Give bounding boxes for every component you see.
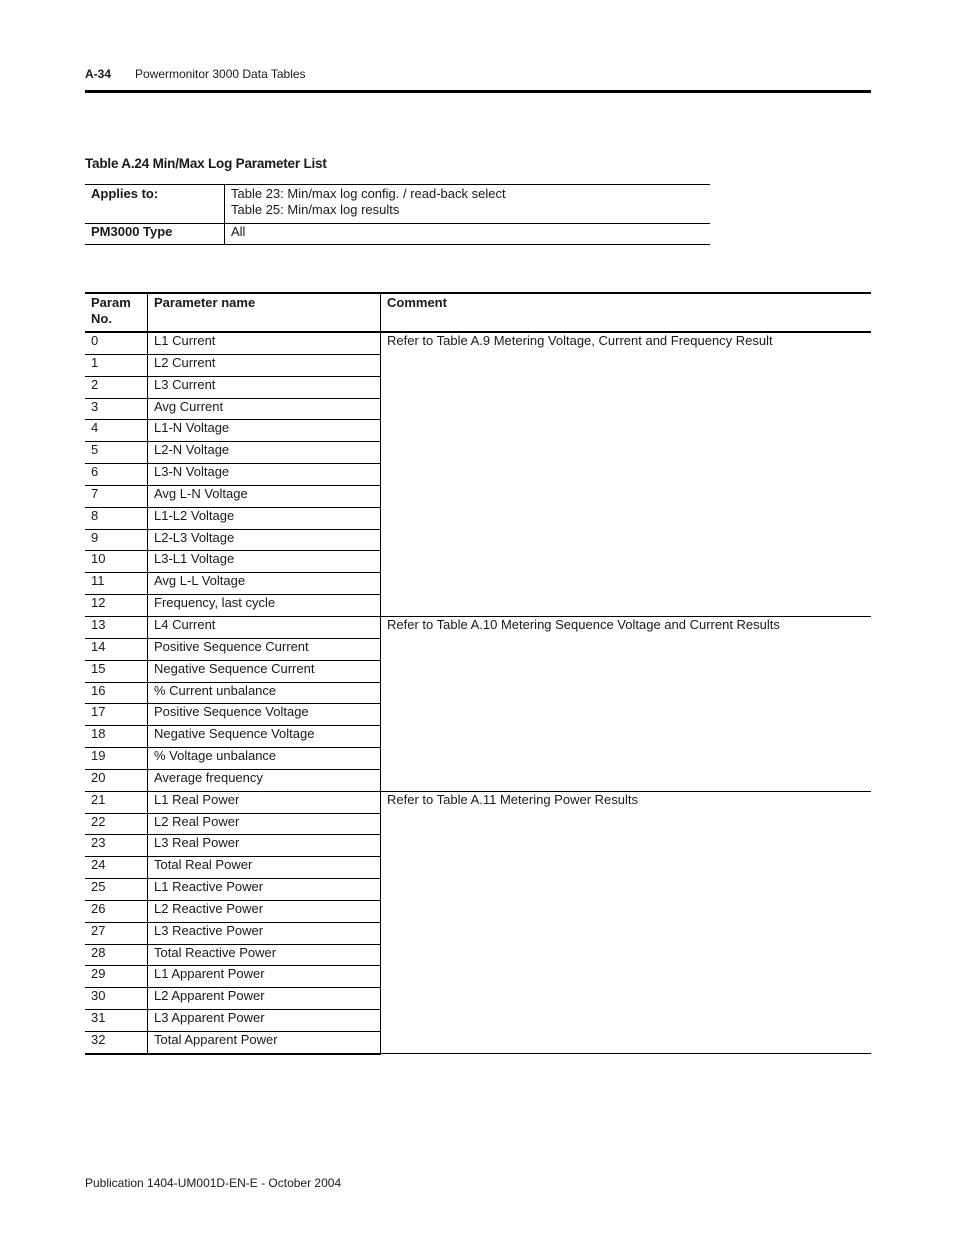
param-number-cell: 4 [85, 420, 148, 442]
param-number-cell: 27 [85, 922, 148, 944]
param-number-cell: 1 [85, 354, 148, 376]
parameter-name-cell: L3 Real Power [148, 835, 381, 857]
param-number-cell: 22 [85, 813, 148, 835]
comment-cell: Refer to Table A.11 Metering Power Results [381, 791, 872, 1054]
parameter-name-cell: Negative Sequence Current [148, 660, 381, 682]
column-header-parameter-name: Parameter name [148, 293, 381, 332]
parameter-name-cell: L1-N Voltage [148, 420, 381, 442]
parameter-name-cell: L1 Apparent Power [148, 966, 381, 988]
table-row [85, 791, 871, 813]
param-number-cell: 19 [85, 748, 148, 770]
param-number-cell: 12 [85, 595, 148, 617]
parameter-name-cell: L1 Real Power [148, 791, 381, 813]
parameter-name-cell: Total Reactive Power [148, 944, 381, 966]
applies-value-line: Table 25: Min/max log results [231, 202, 400, 217]
section-title: Powermonitor 3000 Data Tables [135, 67, 306, 81]
parameter-name-cell: L1 Reactive Power [148, 879, 381, 901]
type-value: All [225, 224, 711, 245]
parameter-name-cell: L1-L2 Voltage [148, 507, 381, 529]
param-number-cell: 26 [85, 900, 148, 922]
param-number-cell: 11 [85, 573, 148, 595]
param-number-cell: 7 [85, 485, 148, 507]
parameter-name-cell: L3-N Voltage [148, 464, 381, 486]
param-number-cell: 9 [85, 529, 148, 551]
parameter-name-cell: L2-N Voltage [148, 442, 381, 464]
parameter-name-cell: Positive Sequence Voltage [148, 704, 381, 726]
param-number-cell: 6 [85, 464, 148, 486]
comment-cell: Refer to Table A.9 Metering Voltage, Current and Frequency Result [381, 332, 872, 616]
parameter-name-cell: Avg L-L Voltage [148, 573, 381, 595]
param-number-cell: 20 [85, 769, 148, 791]
applies-value [225, 185, 711, 224]
parameter-name-cell: L3 Apparent Power [148, 1010, 381, 1032]
parameter-name-cell: L3-L1 Voltage [148, 551, 381, 573]
parameter-name-cell: L2 Real Power [148, 813, 381, 835]
column-header-comment: Comment [381, 293, 872, 332]
param-number-cell: 10 [85, 551, 148, 573]
applies-row [85, 185, 710, 224]
parameter-table [85, 292, 871, 1055]
parameter-name-cell: Avg L-N Voltage [148, 485, 381, 507]
param-number-cell: 2 [85, 376, 148, 398]
table-title: Table A.24 Min/Max Log Parameter List [85, 156, 327, 171]
parameter-name-cell: Frequency, last cycle [148, 595, 381, 617]
param-number-cell: 30 [85, 988, 148, 1010]
parameter-table-body [85, 332, 871, 1054]
page-header [85, 66, 871, 93]
applies-label: Applies to: [85, 185, 225, 224]
page-footer: Publication 1404-UM001D-EN-E - October 2004 [85, 1176, 342, 1190]
param-number-cell: 14 [85, 638, 148, 660]
param-number-cell: 0 [85, 332, 148, 354]
param-number-cell: 3 [85, 398, 148, 420]
parameter-table-header [85, 293, 871, 332]
param-number-cell: 5 [85, 442, 148, 464]
param-number-cell: 16 [85, 682, 148, 704]
param-number-cell: 15 [85, 660, 148, 682]
parameter-name-cell: Positive Sequence Current [148, 638, 381, 660]
table-row [85, 332, 871, 354]
parameter-name-cell: Average frequency [148, 769, 381, 791]
parameter-name-cell: L4 Current [148, 616, 381, 638]
param-number-cell: 8 [85, 507, 148, 529]
param-number-cell: 24 [85, 857, 148, 879]
table-row [85, 616, 871, 638]
column-header-param-no: Param No. [85, 293, 148, 332]
parameter-name-cell: L3 Reactive Power [148, 922, 381, 944]
parameter-name-cell: L2 Current [148, 354, 381, 376]
param-number-cell: 32 [85, 1032, 148, 1054]
param-number-cell: 21 [85, 791, 148, 813]
parameter-name-cell: Total Apparent Power [148, 1032, 381, 1054]
parameter-name-cell: Total Real Power [148, 857, 381, 879]
param-number-cell: 29 [85, 966, 148, 988]
param-number-cell: 25 [85, 879, 148, 901]
parameter-name-cell: L2-L3 Voltage [148, 529, 381, 551]
param-number-cell: 13 [85, 616, 148, 638]
applies-value-line: Table 23: Min/max log config. / read-back select [231, 186, 506, 201]
parameter-name-cell: L1 Current [148, 332, 381, 354]
param-number-cell: 17 [85, 704, 148, 726]
parameter-name-cell: Negative Sequence Voltage [148, 726, 381, 748]
parameter-name-cell: L2 Reactive Power [148, 900, 381, 922]
parameter-name-cell: L3 Current [148, 376, 381, 398]
param-number-cell: 23 [85, 835, 148, 857]
page-number: A-34 [85, 67, 112, 81]
parameter-name-cell: Avg Current [148, 398, 381, 420]
param-number-cell: 28 [85, 944, 148, 966]
type-label: PM3000 Type [85, 224, 225, 245]
comment-cell: Refer to Table A.10 Metering Sequence Voltage and Current Results [381, 616, 872, 791]
type-row [85, 224, 710, 245]
param-number-cell: 31 [85, 1010, 148, 1032]
parameter-name-cell: % Current unbalance [148, 682, 381, 704]
parameter-name-cell: % Voltage unbalance [148, 748, 381, 770]
applies-table [85, 184, 710, 245]
param-number-cell: 18 [85, 726, 148, 748]
parameter-name-cell: L2 Apparent Power [148, 988, 381, 1010]
